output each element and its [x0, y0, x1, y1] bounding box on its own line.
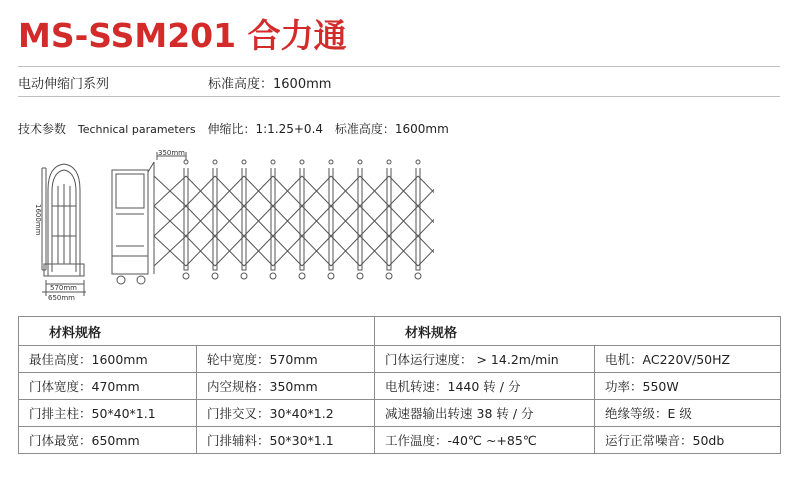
post-wheel	[328, 273, 334, 279]
front-view	[112, 152, 186, 284]
post-cap	[184, 160, 188, 164]
post-cap	[271, 160, 275, 164]
params-label-en: Technical parameters	[77, 123, 196, 136]
post-cap	[416, 160, 420, 164]
params-height: 标准高度：1600mm	[334, 122, 449, 136]
table-row	[19, 373, 781, 400]
product-title: MS-SSM201 合力通	[18, 16, 347, 55]
params-ratio: 伸缩比：1:1.25+0.4	[207, 122, 324, 136]
post-cap	[329, 160, 333, 164]
material-spec-table	[18, 316, 781, 454]
params-label-cn: 技术参数	[18, 122, 67, 136]
post-wheel	[299, 273, 305, 279]
post-wheel	[183, 273, 189, 279]
spec-left-title: 材料规格	[19, 317, 375, 346]
spec-cell: 门排主柱：50*40*1.1	[19, 400, 197, 427]
gate-posts	[183, 160, 434, 279]
post-wheel	[386, 273, 392, 279]
gate-technical-drawing	[14, 146, 434, 306]
gate-post	[329, 168, 333, 270]
table-row	[19, 346, 781, 373]
post-cap	[300, 160, 304, 164]
post-cap	[387, 160, 391, 164]
spec-header-row	[19, 317, 781, 346]
title-divider	[18, 66, 780, 67]
table-row	[19, 400, 781, 427]
dim-top-label: 350mm	[158, 149, 185, 157]
spec-cell: 门排辅料：50*30*1.1	[197, 427, 375, 454]
spec-cell: 绝缘等级：E 级	[595, 400, 781, 427]
spec-cell: 工作温度：-40℃ ~+85℃	[375, 427, 595, 454]
dim-width-label-1: 570mm	[50, 284, 77, 292]
spec-cell: 门体运行速度： > 14.2m/min	[375, 346, 595, 373]
gate-post	[184, 168, 188, 270]
spec-cell: 内空规格：350mm	[197, 373, 375, 400]
post-wheel	[241, 273, 247, 279]
spec-cell: 门排交叉：30*40*1.2	[197, 400, 375, 427]
spec-cell: 电机转速：1440 转 / 分	[375, 373, 595, 400]
post-cap	[213, 160, 217, 164]
post-wheel	[357, 273, 363, 279]
technical-parameters	[18, 120, 457, 137]
spec-cell: 运行正常噪音：50db	[595, 427, 781, 454]
gate-post	[300, 168, 304, 270]
subtitle-divider	[18, 96, 780, 97]
gate-post	[213, 168, 217, 270]
series-label: 电动伸缩门系列	[18, 77, 110, 92]
spec-cell: 门体最宽：650mm	[19, 427, 197, 454]
post-wheel	[212, 273, 218, 279]
spec-right-title: 材料规格	[375, 317, 781, 346]
dim-width-label-2: 650mm	[48, 294, 75, 302]
spec-cell: 电机：AC220V/50HZ	[595, 346, 781, 373]
gate-lattice	[154, 176, 434, 266]
spec-cell: 减速器输出转速 38 转 / 分	[375, 400, 595, 427]
spec-cell: 功率：550W	[595, 373, 781, 400]
post-wheel	[270, 273, 276, 279]
side-view	[42, 164, 86, 296]
spec-cell: 轮中宽度：570mm	[197, 346, 375, 373]
gate-post	[387, 168, 391, 270]
standard-height-label: 标准高度：1600mm	[208, 77, 332, 92]
gate-post	[358, 168, 362, 270]
dim-height-label: 1600mm	[34, 204, 42, 236]
gate-post	[242, 168, 246, 270]
post-wheel	[415, 273, 421, 279]
subtitle-row	[18, 73, 332, 92]
spec-cell: 最佳高度：1600mm	[19, 346, 197, 373]
post-cap	[358, 160, 362, 164]
table-row	[19, 427, 781, 454]
gate-post	[271, 168, 275, 270]
spec-cell: 门体宽度：470mm	[19, 373, 197, 400]
gate-post	[416, 168, 420, 270]
post-cap	[242, 160, 246, 164]
